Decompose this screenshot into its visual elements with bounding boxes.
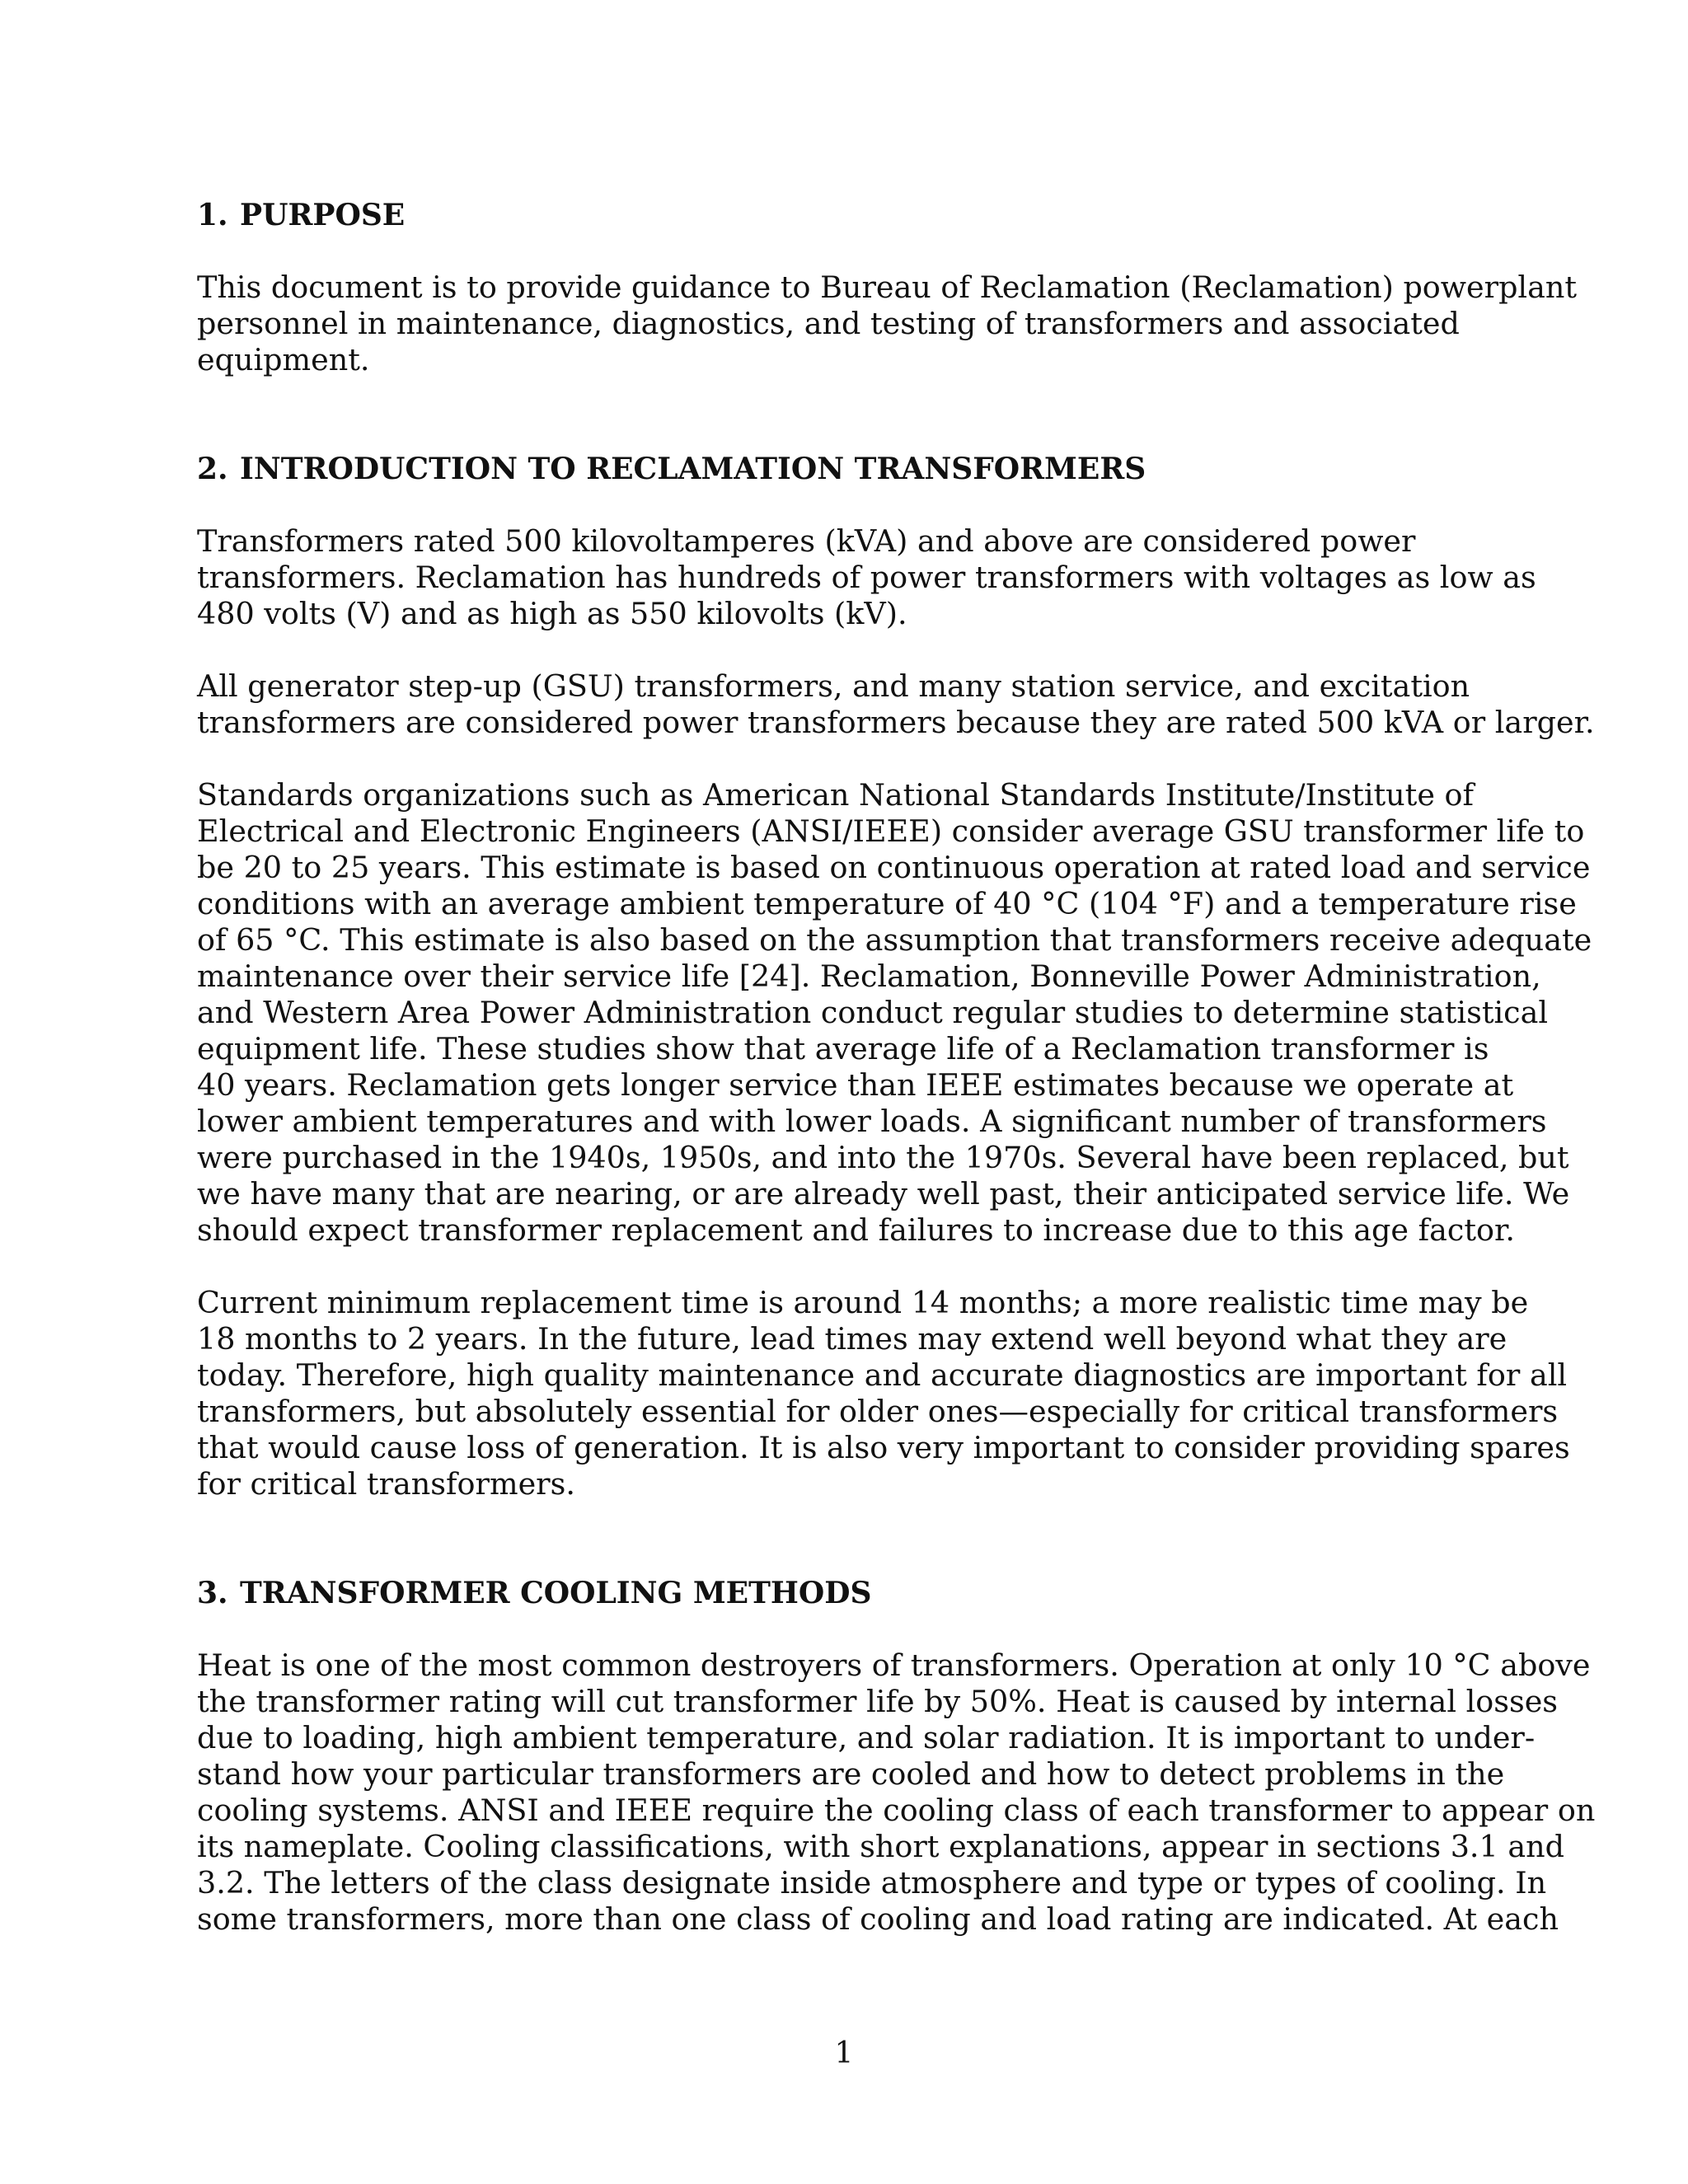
body-line: This document is to provide guidance to Bureau of Reclamation (Reclamation) powerplant — [197, 269, 1578, 305]
body-line: maintenance over their service life [24]. Reclamation, Bonneville Power Administration, — [197, 958, 1541, 994]
body-line: Heat is one of the most common destroyers of transformers. Operation at only 10 °C above — [197, 1647, 1591, 1683]
body-line: were purchased in the 1940s, 1950s, and into the 1970s. Several have been replaced, but — [197, 1140, 1569, 1175]
section-2-heading — [197, 451, 1146, 487]
body-line: cooling systems. ANSI and IEEE require the cooling class of each transformer to appear on — [197, 1793, 1596, 1828]
body-line: equipment life. These studies show that average life of a Reclamation transformer is — [197, 1031, 1489, 1066]
section-3-heading — [197, 1575, 872, 1611]
body-line: due to loading, high ambient temperature, and solar radiation. It is important to under- — [197, 1720, 1536, 1755]
body-line: Standards organizations such as American National Standards Institute/Institute of — [197, 777, 1475, 813]
body-line: 40 years. Reclamation gets longer service than IEEE estimates because we operate at — [197, 1067, 1514, 1103]
body-line: transformers are considered power transformers because they are rated 500 kVA or larger. — [197, 705, 1595, 740]
body-line: and Western Area Power Administration conduct regular studies to determine statistical — [197, 995, 1549, 1030]
section-title: INTRODUCTION TO RECLAMATION TRANSFORMERS — [240, 452, 1146, 486]
body-line: should expect transformer replacement and failures to increase due to this age factor. — [197, 1212, 1515, 1248]
body-line: transformers. Reclamation has hundreds of power transformers with voltages as low as — [197, 560, 1536, 595]
body-line: its nameplate. Cooling classifications, with short explanations, appear in sections 3.1 and — [197, 1829, 1564, 1864]
body-line: the transformer rating will cut transformer life by 50%. Heat is caused by internal losses — [197, 1684, 1559, 1719]
body-line: lower ambient temperatures and with lower loads. A significant number of transformers — [197, 1104, 1547, 1139]
body-line: All generator step-up (GSU) transformers, and many station service, and excitation — [197, 668, 1470, 704]
body-line: Current minimum replacement time is around 14 months; a more realistic time may be — [197, 1285, 1529, 1320]
body-line: 18 months to 2 years. In the future, lead times may extend well beyond what they are — [197, 1321, 1507, 1357]
body-line: Transformers rated 500 kilovoltamperes (kVA) and above are considered power — [197, 523, 1416, 559]
body-line: of 65 °C. This estimate is also based on the assumption that transformers receive adequate — [197, 922, 1592, 958]
body-line: 480 volts (V) and as high as 550 kilovolts (kV). — [197, 596, 907, 631]
body-line: some transformers, more than one class of cooling and load rating are indicated. At each — [197, 1901, 1559, 1937]
body-line: be 20 to 25 years. This estimate is based on continuous operation at rated load and service — [197, 850, 1591, 885]
section-number: 1. — [197, 198, 228, 232]
section-number: 3. — [197, 1576, 228, 1610]
body-line: that would cause loss of generation. It is also very important to consider providing spares — [197, 1430, 1570, 1465]
section-title: TRANSFORMER COOLING METHODS — [240, 1576, 872, 1610]
section-number: 2. — [197, 452, 228, 486]
body-line: stand how your particular transformers are cooled and how to detect problems in the — [197, 1756, 1505, 1792]
body-line: equipment. — [197, 342, 370, 377]
section-1-heading — [197, 197, 405, 233]
body-line: 3.2. The letters of the class designate inside atmosphere and type or types of cooling. In — [197, 1865, 1547, 1900]
body-line: today. Therefore, high quality maintenance and accurate diagnostics are important for all — [197, 1357, 1568, 1393]
body-line: we have many that are nearing, or are already well past, their anticipated service life. We — [197, 1176, 1570, 1212]
body-line: transformers, but absolutely essential for older ones—especially for critical transformers — [197, 1394, 1559, 1429]
body-line: personnel in maintenance, diagnostics, and testing of transformers and associated — [197, 306, 1460, 341]
section-title: PURPOSE — [240, 198, 406, 232]
body-line: for critical transformers. — [197, 1466, 575, 1502]
body-line: Electrical and Electronic Engineers (ANSI/IEEE) consider average GSU transformer life to — [197, 813, 1585, 849]
page-number: 1 — [834, 2036, 854, 2070]
body-line: conditions with an average ambient temperature of 40 °C (104 °F) and a temperature rise — [197, 886, 1577, 921]
